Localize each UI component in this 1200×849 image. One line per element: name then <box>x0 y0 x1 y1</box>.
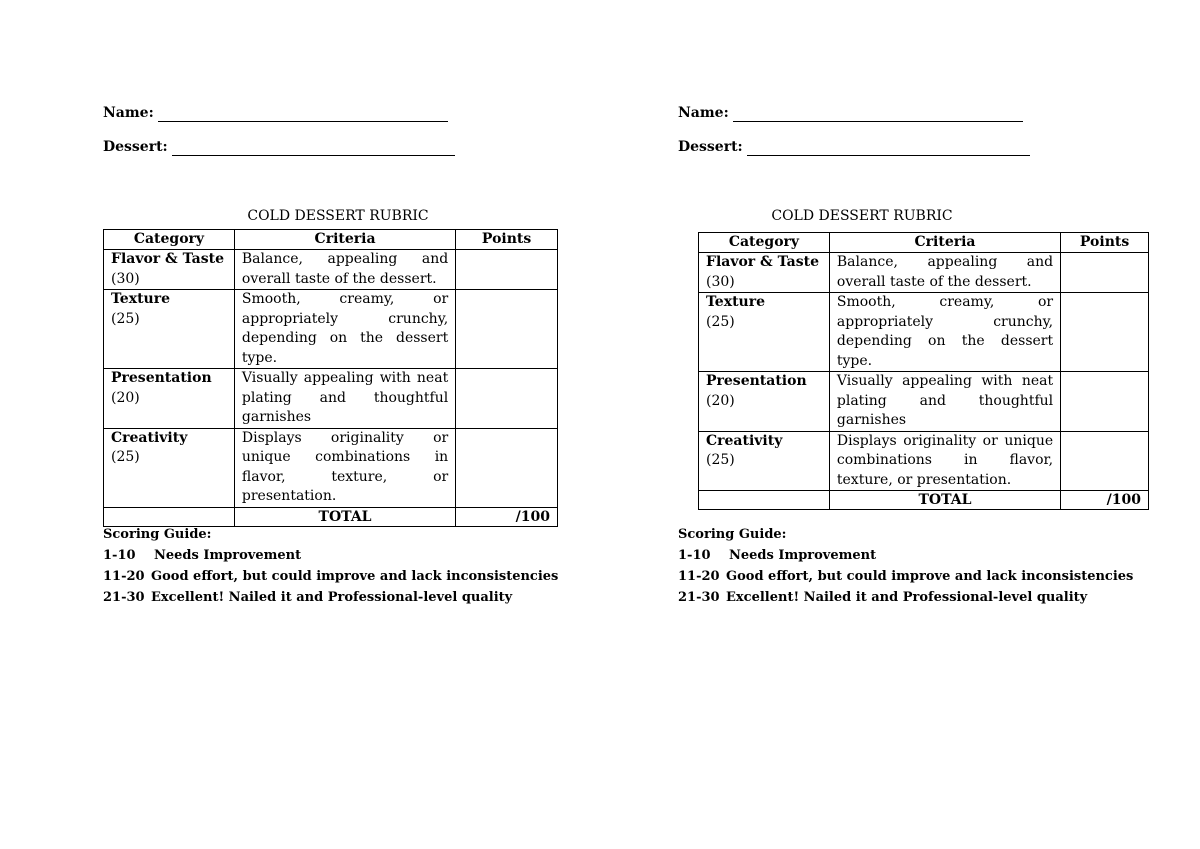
category-max-points: (25) <box>706 313 735 330</box>
category-name: Flavor & Taste <box>111 251 224 267</box>
dessert-label: Dessert: <box>103 139 168 155</box>
score-description: Excellent! Nailed it and Professional-level quality <box>151 590 513 605</box>
table-row <box>699 293 1149 372</box>
score-range: 11-20 <box>678 569 720 584</box>
score-range: 11-20 <box>103 569 145 584</box>
criteria-cell: Smooth, creamy, or appropriately crunchy, depending on the dessert type. <box>234 290 455 369</box>
points-cell[interactable] <box>1061 253 1149 293</box>
category-name: Texture <box>706 294 765 310</box>
category-cell <box>699 372 830 432</box>
score-range: 21-30 <box>678 590 720 605</box>
table-row <box>104 428 558 507</box>
points-cell[interactable] <box>1061 293 1149 372</box>
table-row <box>104 369 558 429</box>
total-row <box>699 491 1149 510</box>
name-field <box>678 102 1030 122</box>
score-description: Good effort, but could improve and lack inconsistencies <box>726 569 1134 584</box>
score-description: Good effort, but could improve and lack inconsistencies <box>151 569 559 584</box>
category-max-points: (30) <box>111 270 140 287</box>
criteria-cell: Balance, appealing and overall taste of the dessert. <box>829 253 1060 293</box>
total-empty-cell <box>699 491 830 510</box>
scoring-guide-item <box>678 587 1133 608</box>
name-input-line[interactable] <box>158 107 448 122</box>
criteria-header: Criteria <box>234 230 455 250</box>
category-name: Creativity <box>111 429 188 446</box>
dessert-input-line[interactable] <box>172 141 455 156</box>
table-row <box>104 250 558 290</box>
rubric-title: COLD DESSERT RUBRIC <box>771 208 953 224</box>
score-range: 21-30 <box>103 590 145 605</box>
total-value[interactable]: /100 <box>456 507 558 526</box>
category-cell <box>104 428 235 507</box>
category-max-points: (20) <box>706 392 735 409</box>
category-header: Category <box>699 233 830 253</box>
points-cell[interactable] <box>1061 372 1149 432</box>
score-description: Excellent! Nailed it and Professional-level quality <box>726 590 1088 605</box>
name-field <box>103 102 455 122</box>
dessert-input-line[interactable] <box>747 141 1030 156</box>
total-label: TOTAL <box>234 507 455 526</box>
table-row <box>699 253 1149 293</box>
category-max-points: (30) <box>706 273 735 290</box>
name-input-line[interactable] <box>733 107 1023 122</box>
table-header-row <box>699 233 1149 253</box>
total-value[interactable]: /100 <box>1061 491 1149 510</box>
points-cell[interactable] <box>1061 431 1149 491</box>
score-range: 1-10 <box>678 548 711 563</box>
points-cell[interactable] <box>456 428 558 507</box>
dessert-field <box>678 136 1030 156</box>
category-max-points: (20) <box>111 389 140 406</box>
category-name: Texture <box>111 291 170 307</box>
criteria-cell: Visually appealing with neat plating and thoughtful garnishes <box>829 372 1060 432</box>
form-header-right <box>678 102 1030 156</box>
scoring-guide-title: Scoring Guide: <box>678 527 787 542</box>
scoring-guide-title: Scoring Guide: <box>103 527 212 542</box>
criteria-header: Criteria <box>829 233 1060 253</box>
category-max-points: (25) <box>111 449 140 465</box>
criteria-cell: Displays originality or unique combinations in flavor, texture, or presentation. <box>234 428 455 507</box>
category-name: Flavor & Taste <box>706 254 819 270</box>
criteria-cell: Visually appealing with neat plating and thoughtful garnishes <box>234 369 455 429</box>
rubric-title: COLD DESSERT RUBRIC <box>247 208 429 224</box>
dessert-label: Dessert: <box>678 139 743 155</box>
category-header: Category <box>104 230 235 250</box>
name-label: Name: <box>103 105 154 121</box>
category-name: Creativity <box>706 432 783 449</box>
table-row <box>699 431 1149 491</box>
category-max-points: (25) <box>706 452 735 468</box>
table-row <box>104 290 558 369</box>
form-header-left <box>103 102 455 156</box>
criteria-cell: Displays originality or unique combinations in flavor, texture, or presentation. <box>829 431 1060 491</box>
score-range: 1-10 <box>103 548 136 563</box>
category-cell <box>699 431 830 491</box>
rubric-table <box>103 229 558 527</box>
category-name: Presentation <box>111 370 212 386</box>
scoring-guide-item <box>678 545 1133 566</box>
category-name: Presentation <box>706 373 807 389</box>
category-cell <box>104 290 235 369</box>
criteria-cell: Balance, appealing and overall taste of the dessert. <box>234 250 455 290</box>
points-cell[interactable] <box>456 369 558 429</box>
score-description: Needs Improvement <box>729 548 877 563</box>
dessert-field <box>103 136 455 156</box>
points-cell[interactable] <box>456 290 558 369</box>
category-cell <box>104 250 235 290</box>
points-header: Points <box>1061 233 1149 253</box>
table-row <box>699 372 1149 432</box>
category-cell <box>104 369 235 429</box>
scoring-guide-item <box>103 587 558 608</box>
scoring-guide-item <box>678 566 1133 587</box>
scoring-guide-item <box>103 545 558 566</box>
points-cell[interactable] <box>456 250 558 290</box>
scoring-guide <box>678 524 1133 608</box>
category-max-points: (25) <box>111 310 140 327</box>
rubric-table <box>698 232 1149 510</box>
table-header-row <box>104 230 558 250</box>
category-cell <box>699 253 830 293</box>
scoring-guide <box>103 524 558 608</box>
criteria-cell: Smooth, creamy, or appropriately crunchy, depending on the dessert type. <box>829 293 1060 372</box>
score-description: Needs Improvement <box>154 548 302 563</box>
scoring-guide-item <box>103 566 558 587</box>
total-label: TOTAL <box>829 491 1060 510</box>
name-label: Name: <box>678 105 729 121</box>
points-header: Points <box>456 230 558 250</box>
category-cell <box>699 293 830 372</box>
